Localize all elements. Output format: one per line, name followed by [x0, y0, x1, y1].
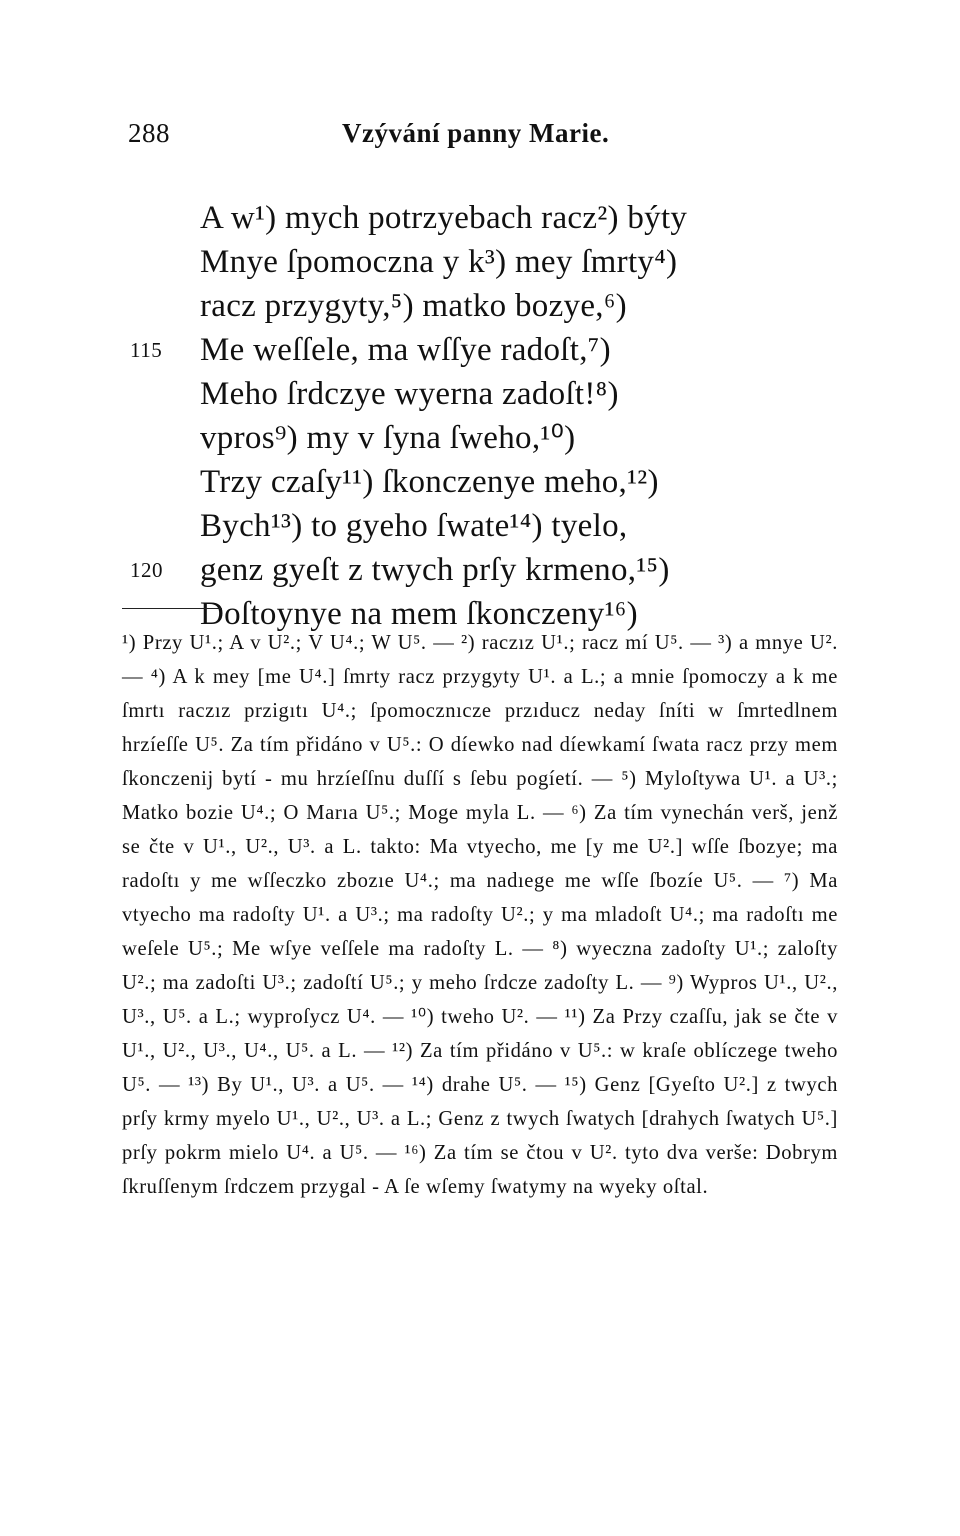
verse-line	[130, 196, 870, 240]
verse-line	[130, 548, 870, 592]
verse-line	[130, 504, 870, 548]
line-number: 120	[130, 558, 163, 582]
verse-text: Trzy czaſy¹¹) ſkonczenye meho,¹²)	[200, 464, 659, 500]
verse-line	[130, 460, 870, 504]
verse-text: A w¹) mych potrzyebach racz²) býty	[200, 200, 688, 236]
verse-text: Me weſſele, ma wſſye radoſt,⁷)	[200, 332, 611, 368]
line-number: 115	[130, 338, 163, 362]
verse-line	[130, 416, 870, 460]
verse-text: Meho ſrdczye wyerna zadoſt!⁸)	[200, 376, 619, 412]
verse-line	[130, 284, 870, 328]
poem-block	[130, 196, 870, 636]
verse-text: racz przygyty,⁵) matko bozye,⁶)	[200, 288, 627, 324]
verse-text: Bych¹³) to gyeho ſwate¹⁴) tyelo,	[200, 508, 628, 544]
footnote-separator-rule	[122, 608, 222, 609]
verse-text: Doſtoynye na mem ſkonczeny¹⁶)	[200, 596, 638, 632]
verse-line	[130, 240, 870, 284]
verse-line	[130, 328, 870, 372]
verse-line	[130, 372, 870, 416]
verse-text: vpros⁹) my v ſyna ſweho,¹⁰)	[200, 420, 576, 456]
verse-text: Mnye ſpomoczna y k³) mey ſmrty⁴)	[200, 244, 678, 280]
footnotes-text: ¹) Przy U¹.; A v U².; V U⁴.; W U⁵. — ²) raczız U¹.; racz mí U⁵. — ³) a mnye U². — ⁴) A k mey [me U⁴.] ſmrty racz przygyty U¹. a L.; a mnie ſpomoczy a k me ſmrtı raczız przigıtı U⁴.; ſpomocznıcze przıducz neday ſníti w ſmrtedlnem hrzíeſſe U⁵. Za tím přidáno v U⁵.: O díewko nad díewkamí ſwata racz przy mem ſkonczenij bytí - mu hrzíeſſnu duſſí s ſebu pogíetí. — ⁵) Myloſtywa U¹. a U³.; Matko bozie U⁴.; O Marıa U⁵.; Moge myla L. — ⁶) Za tím vynechán verš, jenž se čte v U¹., U²., U³. a L. takto: Ma vtyecho, me [y me U².] wſſe ſbozye; ma radoſtı y me wſſeczko zbozıe U⁴.; ma nadıege me wſſe ſbozíe U⁵. — ⁷) Ma vtyecho ma radoſty U¹. a U³.; ma radoſty U².; y ma mladoſt U⁴.; ma radoſtı me weſele U⁵.; Me wſye veſſele ma radoſty L. — ⁸) wyeczna zadoſty U¹.; zaloſty U².; ma zadoſti U³.; zadoſtí U⁵.; y meho ſrdcze zadoſty L. — ⁹) Wypros U¹., U²., U³., U⁵. a L.; wyproſycz U⁴. — ¹⁰) tweho U². — ¹¹) Za Przy czaſſu, jak se čte v U¹., U²., U³., U⁴., U⁵. a L. — ¹²) Za tím přidáno v U⁵.: w kraſe oblíczege tweho U⁵. — ¹³) By U¹., U³. a U⁵. — ¹⁴) drahe U⁵. — ¹⁵) Genz [Gyeſto U².] z twych prſy krmy myelo U¹., U²., U³. a L.; Genz z twych ſwatych [drahych ſwatych U⁵.] prſy pokrm mielo U⁴. a U⁵. — ¹⁶) Za tím se čtou v U². tyto dva verše: Dobrym ſkruſſenym ſrdczem przygal - A ſe wſemy ſwatymy na wyeky oſtal.	[122, 632, 838, 1198]
footnotes-block	[122, 626, 838, 1204]
page-number: 288	[128, 118, 170, 148]
running-title: Vzývání panny Marie.	[342, 118, 610, 148]
running-head	[128, 112, 828, 152]
verse-text: genz gyeſt z twych prſy krmeno,¹⁵)	[200, 552, 670, 588]
